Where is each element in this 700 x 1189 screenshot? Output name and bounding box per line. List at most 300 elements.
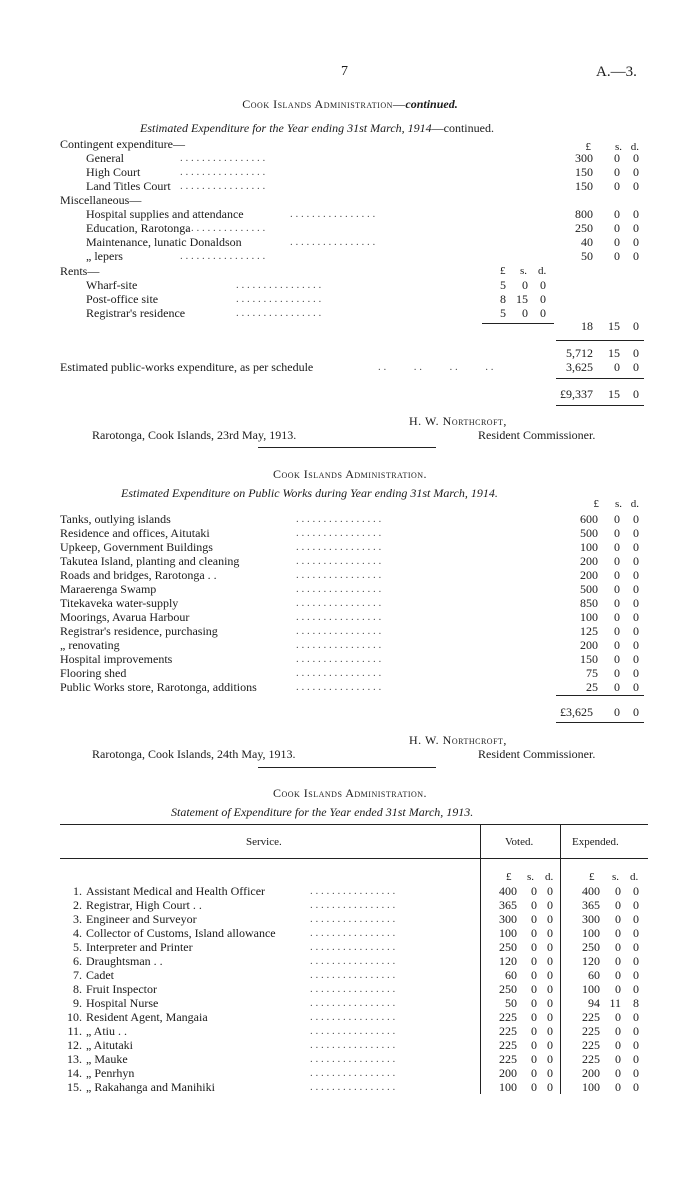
s3-table-row: [0, 1010, 700, 1024]
s2-item-shillings: 0: [614, 540, 620, 554]
s3-subtitle: Statement of Expenditure for the Year ended 31st March, 1913.: [171, 805, 474, 819]
s2-item-label: Hospital improvements: [60, 652, 173, 666]
s3-exp-shillings: 0: [615, 884, 621, 898]
s2-item-label: Residence and offices, Aitutaki: [60, 526, 210, 540]
rents-item-shillings: 0: [522, 278, 528, 292]
s3-row-number: 8.: [73, 982, 82, 996]
s3-voted-pence: 0: [547, 1080, 553, 1094]
s3-row-number: 6.: [73, 954, 82, 968]
s2-place-date: Rarotonga, Cook Islands, 24th May, 1913.: [92, 747, 296, 761]
s2-item-pence: 0: [633, 680, 639, 694]
s3-table-row: [0, 968, 700, 982]
s3-exp-pounds: 60: [588, 968, 600, 982]
leader-dots: . . . . . . . . . . . . . . . .: [296, 667, 382, 679]
s3-table-row: [0, 954, 700, 968]
s2-item-pounds: 600: [580, 512, 598, 526]
s2-item-pounds: 850: [580, 596, 598, 610]
s3-voted-shillings: 0: [531, 884, 537, 898]
item-pounds: 250: [575, 221, 593, 235]
s2-item-pence: 0: [633, 582, 639, 596]
s2-item-shillings: 0: [614, 666, 620, 680]
s1-item-row: [0, 235, 700, 249]
s2-item-shillings: 0: [614, 624, 620, 638]
s3-table-row: [0, 1038, 700, 1052]
s2-total-shillings: 0: [614, 705, 620, 719]
leader-dots: . . . . . . . . . . . . . . . .: [236, 307, 322, 319]
s3-exp-pence: 8: [633, 996, 639, 1010]
rents-item-pounds: 8: [500, 292, 506, 306]
leader-dots: . . . . . . . . . . . . . . . .: [310, 913, 396, 925]
s3-voted-col-pence: d.: [545, 871, 554, 883]
leader-dots: . . . . . . . . . . . . . . . .: [296, 583, 382, 595]
page-reference: A.—3.: [596, 64, 637, 80]
s1-subtitle-main: Estimated Expenditure for the Year ending 31st March, 1914: [140, 121, 432, 135]
s2-item-shillings: 0: [614, 554, 620, 568]
s3-voted-pence: 0: [547, 1052, 553, 1066]
item-shillings: 0: [614, 165, 620, 179]
rents-item-row: [0, 278, 700, 292]
leader-dots: . . . . . . . . . . . . . . . .: [310, 997, 396, 1009]
s3-table-row: [0, 1066, 700, 1080]
s3-voted-pence: 0: [547, 898, 553, 912]
rents-item-pence: 0: [540, 292, 546, 306]
item-pounds: 40: [581, 235, 593, 249]
s1-item-row: [0, 221, 700, 235]
s3-voted-pounds: 300: [499, 912, 517, 926]
item-label: Hospital supplies and attendance: [86, 207, 244, 221]
s3-row-service: Cadet: [86, 968, 114, 982]
s2-item-pounds: 125: [580, 624, 598, 638]
item-label: Maintenance, lunatic Donaldson: [86, 235, 242, 249]
s1-signer-title: Resident Commissioner.: [478, 428, 596, 442]
s3-exp-pence: 0: [633, 1066, 639, 1080]
s2-signer: H. W. Northcroft,: [409, 733, 507, 747]
s1-item-row: [0, 165, 700, 179]
s2-col-pounds: £: [593, 498, 599, 510]
s2-item-shillings: 0: [614, 638, 620, 652]
s3-voted-pence: 0: [547, 982, 553, 996]
s3-row-number: 9.: [73, 996, 82, 1010]
leader-dots: . . . . . . . . . . . . . . . .: [236, 293, 322, 305]
s3-row-service: „ Atiu . .: [86, 1024, 127, 1038]
s3-exp-pence: 0: [633, 968, 639, 982]
s2-item-label: Flooring shed: [60, 666, 127, 680]
leader-dots: . . . . . . . . . . . . . . . .: [310, 1025, 396, 1037]
leader-dots: . . . . . . . . . . . . . . . .: [310, 1067, 396, 1079]
s3-exp-col-shillings: s.: [612, 871, 620, 883]
item-label: High Court: [86, 165, 141, 179]
s2-item-label: Registrar's residence, purchasing: [60, 624, 218, 638]
s3-exp-pounds: 225: [582, 1038, 600, 1052]
s3-col-expended: Expended.: [572, 836, 619, 848]
s3-voted-pounds: 100: [499, 1080, 517, 1094]
grand-total-shillings: 15: [608, 387, 620, 401]
s3-voted-pounds: 60: [505, 968, 517, 982]
s1-subtitle-continued: —continued.: [431, 121, 494, 135]
s3-exp-shillings: 0: [615, 1080, 621, 1094]
s3-row-service: Collector of Customs, Island allowance: [86, 926, 276, 940]
public-works-shillings: 0: [614, 360, 620, 374]
s2-item-row: [0, 568, 700, 582]
s3-table-row: [0, 940, 700, 954]
leader-dots: . . . . . . . . . . . . . . . .: [180, 180, 266, 192]
s3-table-row: [0, 982, 700, 996]
s2-item-pence: 0: [633, 666, 639, 680]
page-number: 7: [341, 64, 348, 79]
s2-item-label: Maraerenga Swamp: [60, 582, 157, 596]
s3-voted-pence: 0: [547, 940, 553, 954]
s3-voted-shillings: 0: [531, 1010, 537, 1024]
s2-item-pounds: 200: [580, 568, 598, 582]
s2-item-pence: 0: [633, 652, 639, 666]
item-shillings: 0: [614, 249, 620, 263]
s3-exp-pounds: 365: [582, 898, 600, 912]
grand-total-pounds: £9,337: [560, 387, 593, 401]
leader-dots: . . . . . . . . . . . . . . . .: [310, 969, 396, 981]
s3-row-number: 14.: [67, 1066, 82, 1080]
s3-voted-pounds: 250: [499, 940, 517, 954]
rents-item-row: [0, 306, 700, 320]
public-works-pence: 0: [633, 360, 639, 374]
leader-dots: . . . . . . . . . . . . . . . .: [296, 611, 382, 623]
s3-row-service: Assistant Medical and Health Officer: [86, 884, 266, 898]
item-shillings: 0: [614, 221, 620, 235]
s3-exp-pounds: 225: [582, 1010, 600, 1024]
item-label: Land Titles Court: [86, 179, 171, 193]
s3-row-service: Registrar, High Court . .: [86, 898, 202, 912]
s3-exp-pence: 0: [633, 1038, 639, 1052]
s1-item-row: [0, 207, 700, 221]
s3-row-service: „ Rakahanga and Manihiki: [86, 1080, 215, 1094]
s3-row-number: 7.: [73, 968, 82, 982]
s3-exp-shillings: 0: [615, 926, 621, 940]
s3-exp-shillings: 0: [615, 1024, 621, 1038]
s2-item-label: Public Works store, Rarotonga, additions: [60, 680, 257, 694]
s3-exp-shillings: 0: [615, 1066, 621, 1080]
s2-item-row: [0, 624, 700, 638]
s3-table-row: [0, 912, 700, 926]
s3-voted-pence: 0: [547, 884, 553, 898]
s2-item-pounds: 100: [580, 540, 598, 554]
s3-exp-shillings: 0: [615, 940, 621, 954]
s3-exp-pence: 0: [633, 1052, 639, 1066]
rents-total-pounds: 18: [581, 319, 593, 333]
s2-item-row: [0, 680, 700, 694]
rents-total-pence: 0: [633, 319, 639, 333]
s3-exp-pence: 0: [633, 1080, 639, 1094]
rents-item-label: Post-office site: [86, 292, 159, 306]
s3-row-number: 11.: [67, 1024, 82, 1038]
rents-item-label: Registrar's residence: [86, 306, 186, 320]
rents-item-shillings: 15: [516, 292, 528, 306]
s3-exp-pounds: 120: [582, 954, 600, 968]
s3-row-service: Engineer and Surveyor: [86, 912, 197, 926]
s1-title-main: Cook Islands Administration—: [242, 97, 406, 111]
s3-voted-pence: 0: [547, 1066, 553, 1080]
s2-item-row: [0, 610, 700, 624]
item-pence: 0: [633, 235, 639, 249]
s3-row-service: Interpreter and Printer: [86, 940, 193, 954]
s3-voted-pence: 0: [547, 954, 553, 968]
s3-exp-pence: 0: [633, 884, 639, 898]
s1-item-row: [0, 249, 700, 263]
item-pounds: 800: [575, 207, 593, 221]
item-pounds: 150: [575, 165, 593, 179]
s3-voted-col-pounds: £: [506, 871, 512, 883]
s2-item-pounds: 100: [580, 610, 598, 624]
s3-row-service: Hospital Nurse: [86, 996, 159, 1010]
leader-dots: . . . . . . . . . . . . . . . .: [296, 555, 382, 567]
s2-item-pence: 0: [633, 512, 639, 526]
s2-item-pounds: 500: [580, 526, 598, 540]
s3-row-number: 4.: [73, 926, 82, 940]
grand-total-pence: 0: [633, 387, 639, 401]
leader-dots: . . . . . . . . . . . . . . . .: [310, 983, 396, 995]
s3-voted-pounds: 120: [499, 954, 517, 968]
s2-item-label: Titekaveka water-supply: [60, 596, 179, 610]
rents-item-pounds: 5: [500, 306, 506, 320]
item-pounds: 50: [581, 249, 593, 263]
s3-voted-pounds: 50: [505, 996, 517, 1010]
s3-exp-pounds: 100: [582, 982, 600, 996]
s2-item-shillings: 0: [614, 652, 620, 666]
leader-dots: . . . . . . . . . . . . . . . .: [296, 625, 382, 637]
s2-item-row: [0, 596, 700, 610]
item-pence: 0: [633, 207, 639, 221]
subtotal-pence: 0: [633, 346, 639, 360]
item-shillings: 0: [614, 151, 620, 165]
s3-voted-shillings: 0: [531, 1066, 537, 1080]
s3-voted-shillings: 0: [531, 954, 537, 968]
s3-voted-shillings: 0: [531, 982, 537, 996]
s3-exp-pounds: 225: [582, 1024, 600, 1038]
s2-item-label: Upkeep, Government Buildings: [60, 540, 213, 554]
grand-total-row: [0, 387, 700, 401]
subtotal-rule: [556, 340, 644, 341]
s2-item-pence: 0: [633, 610, 639, 624]
s3-exp-col-pounds: £: [589, 871, 595, 883]
col-shillings: s.: [614, 141, 622, 153]
s3-voted-shillings: 0: [531, 996, 537, 1010]
item-shillings: 0: [614, 179, 620, 193]
leader-dots: . . . . . . . . . . . . . . . .: [296, 597, 382, 609]
s2-total-rule-top: [556, 695, 644, 696]
s2-subtitle: Estimated Expenditure on Public Works during Year ending 31st March, 1914.: [121, 486, 498, 500]
s3-row-number: 12.: [67, 1038, 82, 1052]
s2-title: Cook Islands Administration.: [272, 467, 428, 481]
rents-item-label: Wharf-site: [86, 278, 138, 292]
s3-voted-pounds: 200: [499, 1066, 517, 1080]
s2-item-label: Roads and bridges, Rarotonga . .: [60, 568, 217, 582]
s3-row-service: „ Mauke: [86, 1052, 128, 1066]
leader-dots: . . . . . . . . . . . . . . . .: [310, 1011, 396, 1023]
s3-title: Cook Islands Administration.: [272, 786, 428, 800]
leader-dots: . . . . . . . . . . . . . . . .: [296, 681, 382, 693]
s3-table-row: [0, 926, 700, 940]
s3-table-row: [0, 898, 700, 912]
s3-exp-pounds: 300: [582, 912, 600, 926]
s2-item-row: [0, 540, 700, 554]
rents-col-pounds: £: [500, 265, 506, 277]
subtotal-row: [0, 346, 700, 360]
s2-item-row: [0, 554, 700, 568]
s2-item-row: [0, 666, 700, 680]
s1-separator: [258, 447, 436, 448]
s3-voted-pence: 0: [547, 1024, 553, 1038]
leader-dots: . . . . . . . . . . . . . . . .: [310, 1053, 396, 1065]
s3-row-number: 1.: [73, 884, 82, 898]
leader-dots: . . . . . . . . . . . . . . . .: [290, 208, 376, 220]
s2-item-label: „ renovating: [60, 638, 120, 652]
leader-dots: . . . . . . . . . . . . . . . .: [180, 222, 266, 234]
s3-voted-shillings: 0: [531, 1024, 537, 1038]
s3-row-number: 3.: [73, 912, 82, 926]
rents-heading: Rents—: [60, 264, 100, 278]
public-works-row: Estimated public-works expenditure, as per schedule . . . . . . . . 3,625 0 0: [60, 360, 639, 374]
s1-group-heading: Miscellaneous—: [60, 193, 142, 207]
s2-item-row: [0, 652, 700, 666]
s2-item-pence: 0: [633, 596, 639, 610]
s2-signer-title: Resident Commissioner.: [478, 747, 596, 761]
s3-table-row: [0, 996, 700, 1010]
s3-col-service: Service.: [246, 836, 282, 848]
s3-row-service: „ Aitutaki: [86, 1038, 133, 1052]
s3-exp-pence: 0: [633, 926, 639, 940]
s3-voted-shillings: 0: [531, 926, 537, 940]
subtotal-shillings: 15: [608, 346, 620, 360]
s3-row-service: „ Penrhyn: [86, 1066, 135, 1080]
s3-exp-pounds: 250: [582, 940, 600, 954]
s2-item-row: [0, 512, 700, 526]
rents-item-row: [0, 292, 700, 306]
s1-title: [0, 97, 700, 112]
s3-voted-shillings: 0: [531, 912, 537, 926]
s2-item-pounds: 500: [580, 582, 598, 596]
s3-voted-shillings: 0: [531, 1038, 537, 1052]
s3-voted-pounds: 225: [499, 1010, 517, 1024]
s2-item-pence: 0: [633, 624, 639, 638]
s3-exp-shillings: 0: [615, 898, 621, 912]
item-pence: 0: [633, 165, 639, 179]
leader-dots: . . . . . . . . . . . . . . . .: [180, 152, 266, 164]
s3-exp-pence: 0: [633, 898, 639, 912]
s3-voted-pounds: 365: [499, 898, 517, 912]
s3-table-row: [0, 884, 700, 898]
s3-exp-shillings: 0: [615, 1038, 621, 1052]
s1-title-continued: continued.: [405, 97, 458, 111]
s2-item-pounds: 150: [580, 652, 598, 666]
s3-voted-shillings: 0: [531, 1080, 537, 1094]
s2-item-shillings: 0: [614, 512, 620, 526]
rents-col-pence: d.: [538, 265, 547, 277]
s2-item-pence: 0: [633, 540, 639, 554]
s1-signer: H. W. Northcroft,: [409, 414, 507, 428]
s3-table-row: [0, 1080, 700, 1094]
s2-item-pounds: 200: [580, 638, 598, 652]
grand-total-rule-bottom: [556, 405, 644, 406]
s2-item-label: Tanks, outlying islands: [60, 512, 171, 526]
s3-voted-pounds: 225: [499, 1038, 517, 1052]
s2-col-shillings: s.: [614, 498, 622, 510]
s2-item-pence: 0: [633, 554, 639, 568]
s2-item-shillings: 0: [614, 568, 620, 582]
rents-total-shillings: 15: [608, 319, 620, 333]
s3-exp-pence: 0: [633, 954, 639, 968]
leader-dots: . . . . . . . . . . . . . . . .: [296, 639, 382, 651]
rents-column-header: [0, 264, 700, 278]
rents-item-pence: 0: [540, 306, 546, 320]
item-pence: 0: [633, 249, 639, 263]
item-label: General: [86, 151, 124, 165]
col-pounds: £: [585, 141, 591, 153]
s2-item-pence: 0: [633, 568, 639, 582]
s3-exp-pence: 0: [633, 982, 639, 996]
leader-dots: . . . . . . . . . . . . . . . .: [296, 527, 382, 539]
s3-exp-shillings: 0: [615, 1010, 621, 1024]
s2-separator: [258, 767, 436, 768]
leader-dots: . . . . . . . . . . . . . . . .: [296, 541, 382, 553]
s2-item-shillings: 0: [614, 610, 620, 624]
s3-voted-shillings: 0: [531, 940, 537, 954]
item-label: Education, Rarotonga: [86, 221, 191, 235]
s3-money-header: [0, 870, 700, 884]
s3-exp-shillings: 0: [615, 954, 621, 968]
s3-exp-pounds: 225: [582, 1052, 600, 1066]
s3-row-number: 5.: [73, 940, 82, 954]
s3-exp-col-pence: d.: [630, 871, 639, 883]
s3-row-service: Resident Agent, Mangaia: [86, 1010, 208, 1024]
s2-item-row: [0, 638, 700, 652]
s3-voted-shillings: 0: [531, 1052, 537, 1066]
s2-col-pence: d.: [630, 498, 639, 510]
s3-table-row: [0, 1024, 700, 1038]
s2-item-shillings: 0: [614, 680, 620, 694]
item-shillings: 0: [614, 235, 620, 249]
s3-exp-pence: 0: [633, 912, 639, 926]
s3-voted-pounds: 250: [499, 982, 517, 996]
col-pence: d.: [630, 141, 639, 153]
s2-item-pounds: 200: [580, 554, 598, 568]
s1-item-row: [0, 151, 700, 165]
s3-exp-pence: 0: [633, 1010, 639, 1024]
s3-voted-pence: 0: [547, 1010, 553, 1024]
s3-voted-pence: 0: [547, 926, 553, 940]
s3-voted-pence: 0: [547, 968, 553, 982]
s3-voted-pounds: 100: [499, 926, 517, 940]
leader-dots: . . . . . . . . . . . . . . . .: [310, 927, 396, 939]
s2-item-row: [0, 526, 700, 540]
s3-exp-pounds: 400: [582, 884, 600, 898]
s3-row-number: 2.: [73, 898, 82, 912]
s3-row-service: Draughtsman . .: [86, 954, 163, 968]
leader-dots: . . . . . . . . . . . . . . . .: [236, 279, 322, 291]
item-shillings: 0: [614, 207, 620, 221]
s3-voted-pounds: 225: [499, 1052, 517, 1066]
item-pence: 0: [633, 179, 639, 193]
s3-exp-shillings: 0: [615, 982, 621, 996]
s3-exp-shillings: 0: [615, 1052, 621, 1066]
leader-dots: . . . . . . . . . . . . . . . .: [310, 955, 396, 967]
s3-voted-pounds: 225: [499, 1024, 517, 1038]
s3-exp-pounds: 200: [582, 1066, 600, 1080]
s2-item-pounds: 75: [586, 666, 598, 680]
s1-place-date: Rarotonga, Cook Islands, 23rd May, 1913.: [92, 428, 297, 442]
rents-item-shillings: 0: [522, 306, 528, 320]
leader-dots: . . . . . . . . . . . . . . . .: [296, 513, 382, 525]
s3-voted-pounds: 400: [499, 884, 517, 898]
s2-total-row: [0, 705, 700, 719]
s2-item-row: [0, 582, 700, 596]
